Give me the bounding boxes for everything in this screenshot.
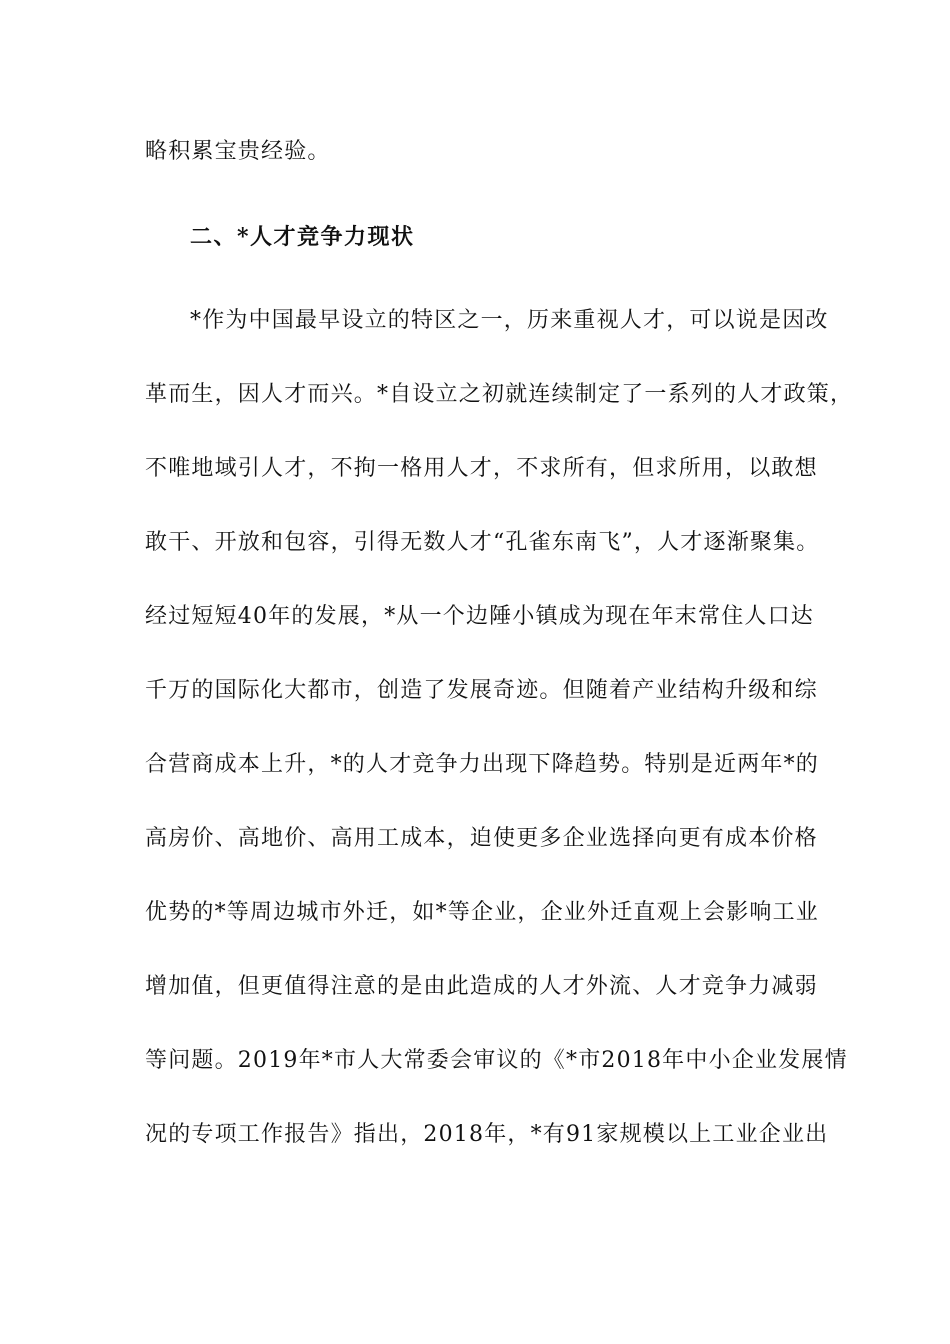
paragraph-line: 千万的国际化大都市，创造了发展奇迹。但随着产业结构升级和综 [145, 678, 818, 703]
section-heading: 二、*人才竞争力现状 [190, 224, 415, 250]
paragraph-line: 敢干、开放和包容，引得无数人才“孔雀东南飞”，人才逐渐聚集。 [145, 530, 820, 555]
paragraph-line: 况的专项工作报告》指出，2018年，*有91家规模以上工业企业出 [145, 1122, 829, 1147]
paragraph-line: 等问题。2019年*市人大常委会审议的《*市2018年中小企业发展情 [145, 1048, 848, 1073]
paragraph-line: 增加值，但更值得注意的是由此造成的人才外流、人才竞争力减弱 [145, 974, 818, 999]
paragraph-line: 优势的*等周边城市外迁，如*等企业，企业外迁直观上会影响工业 [145, 900, 820, 925]
paragraph-line: 革而生，因人才而兴。*自设立之初就连续制定了一系列的人才政策， [145, 382, 854, 407]
paragraph-line: 合营商成本上升，*的人才竞争力出现下降趋势。特别是近两年*的 [145, 752, 820, 777]
paragraph-line: *作为中国最早设立的特区之一，历来重视人才，可以说是因改 [190, 308, 829, 333]
paragraph-line: 经过短短40年的发展，*从一个边陲小镇成为现在年末常住人口达 [145, 604, 814, 629]
paragraph-line: 不唯地域引人才，不拘一格用人才，不求所有，但求所用，以敢想 [145, 456, 818, 481]
paragraph-line: 高房价、高地价、高用工成本，迫使更多企业选择向更有成本价格 [145, 826, 818, 851]
continuation-text: 略积累宝贵经验。 [145, 139, 331, 164]
